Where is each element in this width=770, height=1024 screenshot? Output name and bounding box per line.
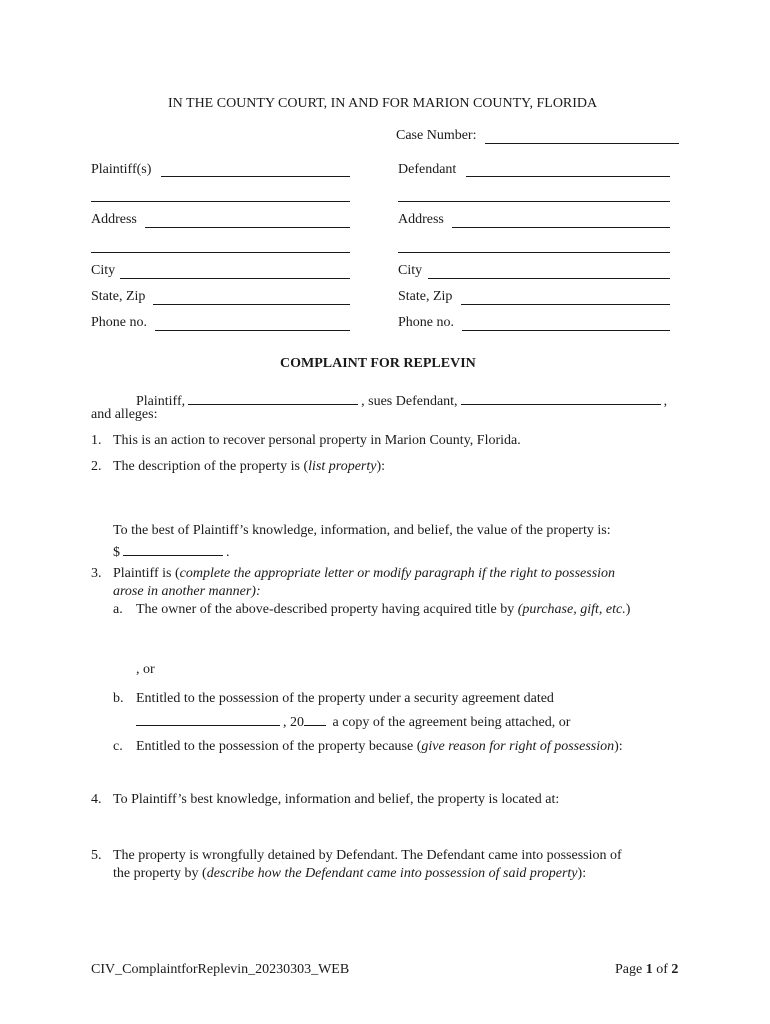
option-c-text: Entitled to the possession of the property because (give reason for right of possession): (136, 739, 623, 754)
property-value-field[interactable] (123, 541, 223, 556)
footer-doc-id: CIV_ComplaintforReplevin_20230303_WEB (91, 962, 350, 977)
plaintiff-address-field[interactable] (145, 227, 350, 228)
intro-plaintiff-word: Plaintiff, (136, 394, 186, 409)
option-a-text: The owner of the above-described property having acquired title by (purchase, gift, etc.) (136, 602, 631, 617)
item-4-number: 4. (91, 792, 102, 807)
option-c-label: c. (113, 739, 123, 754)
intro-line (136, 390, 667, 410)
plaintiff-name-field-2[interactable] (91, 201, 350, 202)
plaintiff-phone-field[interactable] (155, 330, 350, 331)
plaintiff-city-label: City (91, 263, 116, 278)
document-title: COMPLAINT FOR REPLEVIN (280, 356, 476, 371)
defendant-phone-field[interactable] (462, 330, 670, 331)
item-3-number: 3. (91, 566, 102, 581)
defendant-address-field[interactable] (452, 227, 670, 228)
plaintiff-name-field[interactable] (161, 176, 350, 177)
footer-page-number: Page 1 of 2 (615, 962, 679, 977)
defendant-name-field[interactable] (466, 176, 670, 177)
defendant-state-zip-label: State, Zip (398, 289, 453, 304)
intro-plaintiff-field[interactable] (188, 390, 358, 405)
item-1-number: 1. (91, 433, 102, 448)
case-number-field[interactable] (485, 143, 679, 144)
item-5-number: 5. (91, 848, 102, 863)
defendant-address-label: Address (398, 212, 444, 227)
item-5-text: The property is wrongfully detained by Defendant. The Defendant came into possession of (113, 848, 622, 863)
plaintiff-state-zip-field[interactable] (153, 304, 350, 305)
dollar-sign: $ (113, 545, 120, 560)
security-agreement-date-field[interactable] (136, 711, 280, 726)
defendant-phone-label: Phone no. (398, 315, 454, 330)
plaintiff-label: Plaintiff(s) (91, 162, 152, 177)
item-2-number: 2. (91, 459, 102, 474)
plaintiff-address-label: Address (91, 212, 137, 227)
court-title: IN THE COUNTY COURT, IN AND FOR MARION COUNTY, FLORIDA (168, 96, 598, 111)
item-1-text: This is an action to recover personal property in Marion County, Florida. (113, 433, 521, 448)
defendant-label: Defendant (398, 162, 457, 177)
item-4-text: To Plaintiff’s best knowledge, information and belief, the property is located at: (113, 792, 560, 807)
item-3-text-cont: arose in another manner): (113, 584, 261, 599)
case-number-label: Case Number: (396, 128, 477, 143)
or-text: , or (136, 662, 155, 677)
plaintiff-state-zip-label: State, Zip (91, 289, 146, 304)
item-5-text-cont: the property by (describe how the Defendant came into possession of said property): (113, 866, 587, 881)
security-agreement-year-field[interactable] (304, 711, 326, 726)
defendant-state-zip-field[interactable] (461, 304, 670, 305)
option-b-label: b. (113, 691, 124, 706)
intro-comma: , (663, 394, 668, 409)
plaintiff-city-field[interactable] (120, 278, 350, 279)
value-line: $ . (113, 541, 230, 561)
intro-sues-defendant: , sues Defendant, (361, 394, 458, 409)
defendant-city-label: City (398, 263, 423, 278)
option-b-text: Entitled to the possession of the property under a security agreement dated (136, 691, 554, 706)
and-alleges: and alleges: (91, 407, 158, 422)
intro-defendant-field[interactable] (461, 390, 661, 405)
option-a-label: a. (113, 602, 123, 617)
option-b-line2: , 20 a copy of the agreement being attached, or (136, 711, 570, 731)
plaintiff-phone-label: Phone no. (91, 315, 147, 330)
defendant-city-field[interactable] (428, 278, 670, 279)
defendant-address-field-2[interactable] (398, 252, 670, 253)
item-2-text: The description of the property is (list property): (113, 459, 386, 474)
plaintiff-address-field-2[interactable] (91, 252, 350, 253)
item-3-text: Plaintiff is (complete the appropriate letter or modify paragraph if the right to possession (113, 566, 616, 581)
defendant-name-field-2[interactable] (398, 201, 670, 202)
value-statement: To the best of Plaintiff’s knowledge, information, and belief, the value of the property is: (113, 523, 611, 538)
